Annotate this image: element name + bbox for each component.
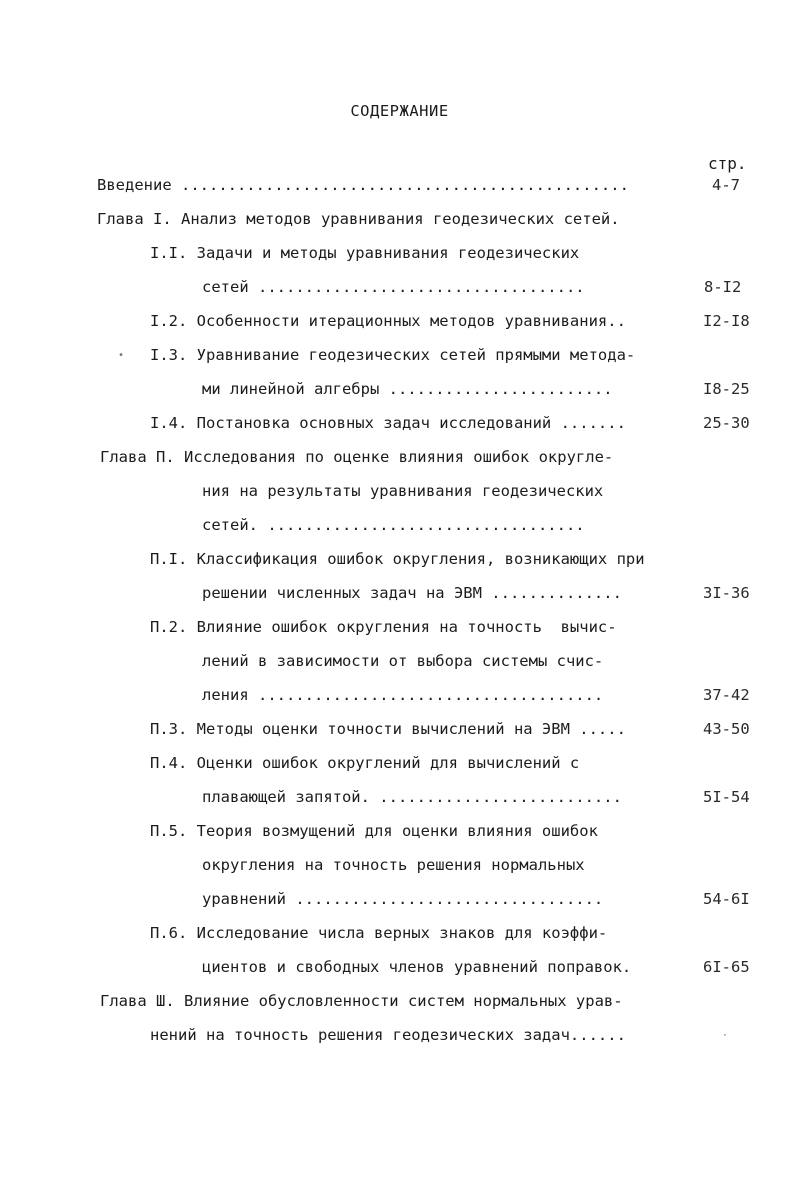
toc-line: Введение ................................................ — [97, 176, 629, 194]
toc-line: ления ..................................... — [202, 686, 604, 704]
toc-page-number: 3I-36 — [703, 584, 750, 602]
toc-line: П.6. Исследование числа верных знаков для коэффи- — [150, 924, 608, 942]
toc-line: ми линейной алгебры ........................ — [202, 380, 613, 398]
toc-line: I.3. Уравнивание геодезических сетей прямыми метода- — [150, 346, 636, 364]
toc-line: I.4. Постановка основных задач исследований ....... — [150, 414, 626, 432]
toc-page-number: 25-30 — [703, 414, 750, 432]
toc-line: сетей ................................... — [202, 278, 585, 296]
toc-page-number: 8-I2 — [704, 278, 742, 296]
toc-line: П.2. Влияние ошибок округления на точность вычис- — [150, 618, 617, 636]
toc-page-number: 37-42 — [703, 686, 750, 704]
toc-line: циентов и свободных членов уравнений поправок. — [202, 958, 632, 976]
toc-line: Глава П. Исследования по оценке влияния ошибок округле- — [100, 448, 614, 466]
toc-page-number: I2-I8 — [703, 312, 750, 330]
toc-line: П.4. Оценки ошибок округлений для вычислений с — [150, 754, 580, 772]
toc-page-number: I8-25 — [703, 380, 750, 398]
toc-line: П.3. Методы оценки точности вычислений на ЭВМ ..... — [150, 720, 626, 738]
toc-line: I.I. Задачи и методы уравнивания геодезических — [150, 244, 580, 262]
toc-line: сетей. .................................. — [202, 516, 585, 534]
toc-line: лений в зависимости от выбора системы счис- — [202, 652, 604, 670]
toc-page-number: 6I-65 — [703, 958, 750, 976]
toc-line: решении численных задач на ЭВМ .............. — [202, 584, 622, 602]
toc-line: I.2. Особенности итерационных методов уравнивания.. — [150, 312, 626, 330]
page-column-label: стр. — [708, 154, 747, 173]
toc-page-number: 43-50 — [703, 720, 750, 738]
scan-speck: · — [722, 1030, 729, 1041]
toc-page-number: 54-6I — [703, 890, 750, 908]
toc-line: уравнений ................................. — [202, 890, 604, 908]
scan-speck: • — [118, 350, 125, 361]
toc-page-number: 5I-54 — [703, 788, 750, 806]
page-title: СОДЕРЖАНИЕ — [350, 102, 449, 120]
toc-line: П.I. Классификация ошибок округления, возникающих при — [150, 550, 645, 568]
toc-line: Глава Ш. Влияние обусловленности систем нормальных урав- — [100, 992, 623, 1010]
toc-line: Глава I. Анализ методов уравнивания геодезических сетей. — [97, 210, 620, 228]
toc-line: округления на точность решения нормальных — [202, 856, 585, 874]
toc-line: нений на точность решения геодезических задач...... — [150, 1026, 626, 1044]
toc-line: П.5. Теория возмущений для оценки влияния ошибок — [150, 822, 598, 840]
toc-page-number: 4-7 — [712, 176, 740, 194]
toc-line: плавающей запятой. .......................... — [202, 788, 622, 806]
toc-line: ния на результаты уравнивания геодезических — [202, 482, 604, 500]
